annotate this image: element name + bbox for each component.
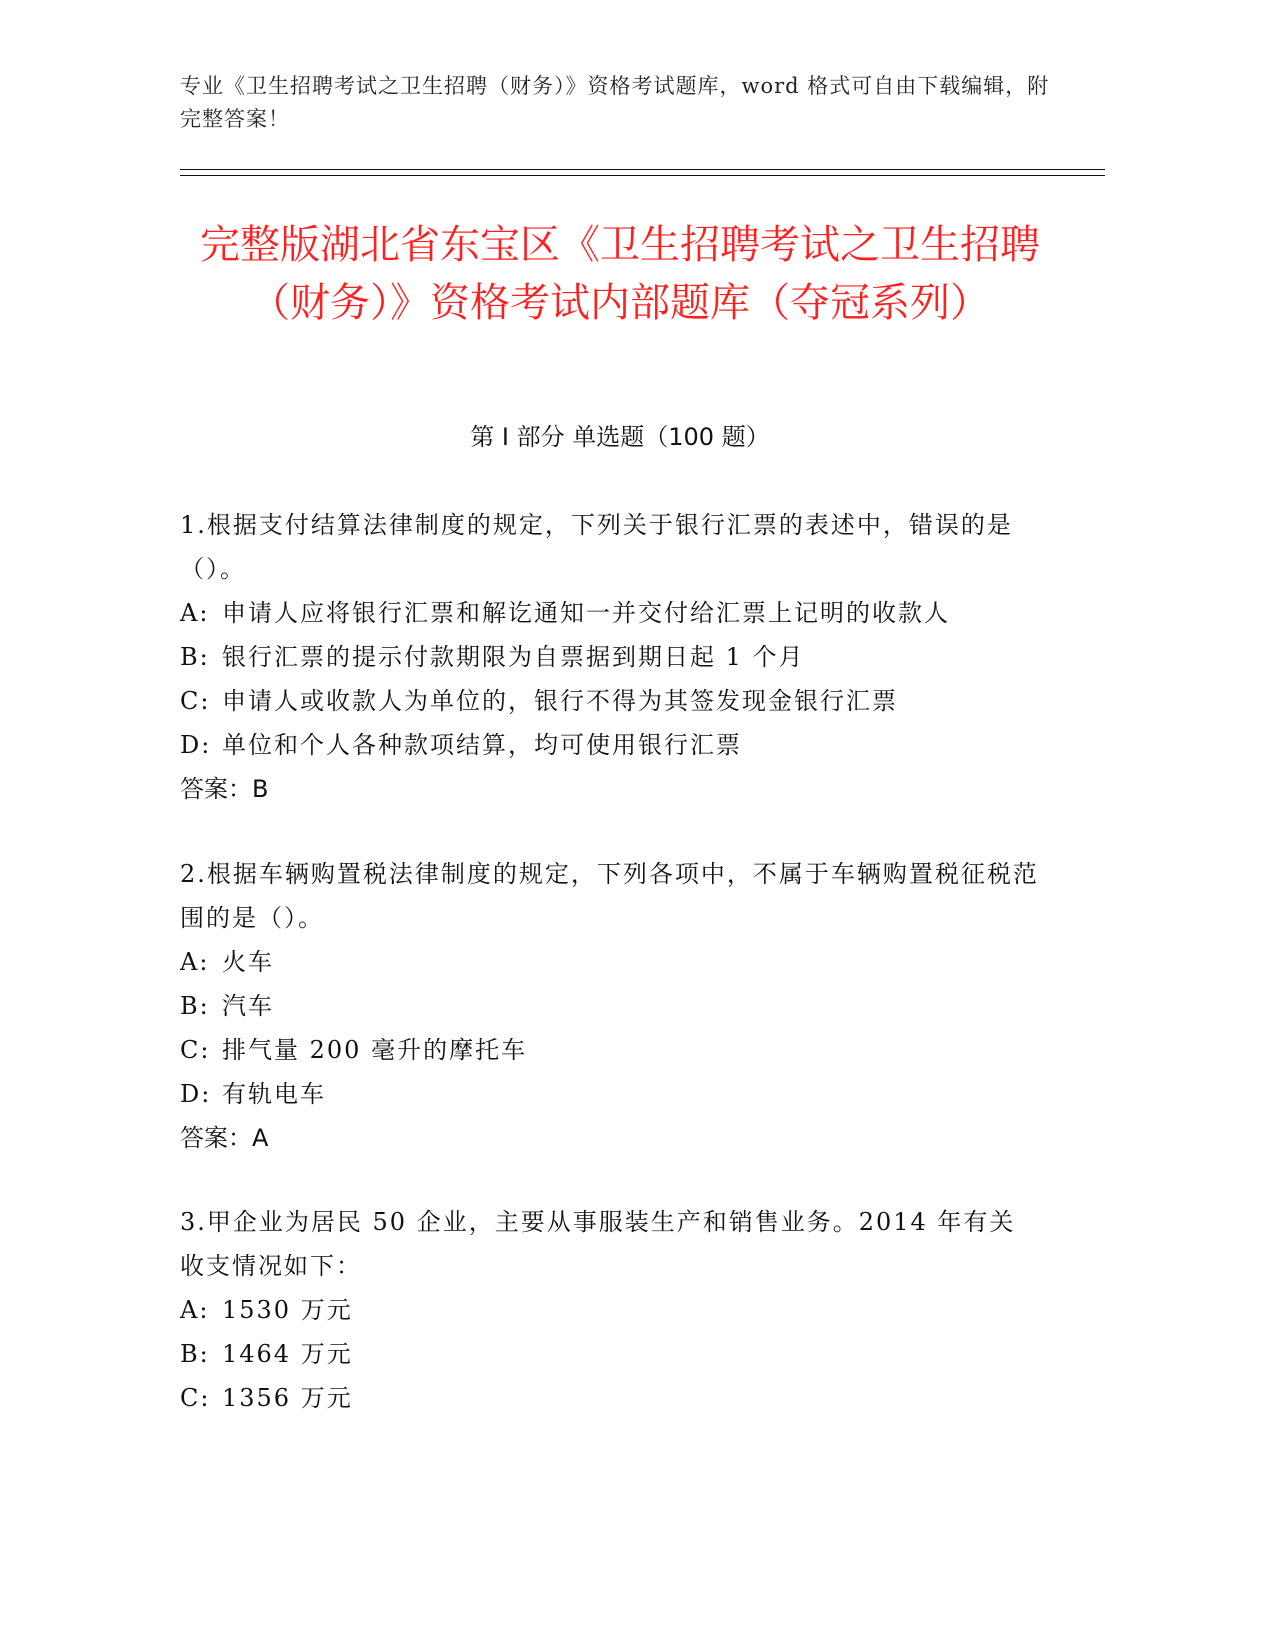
option-key: A: <box>180 599 210 627</box>
header-note: 专业《卫生招聘考试之卫生招聘（财务）》资格考试题库，word 格式可自由下载编辑，附完整答案！ <box>180 74 1050 131</box>
option-key: A: <box>180 1296 210 1324</box>
option-key: C: <box>180 1036 211 1064</box>
option-c <box>180 1028 1040 1072</box>
question-1 <box>180 503 1040 811</box>
section-heading: 第 I 部分 单选题（100 题） <box>470 423 770 451</box>
option-d <box>180 723 1040 767</box>
option-a <box>180 1288 1040 1332</box>
option-a <box>180 940 1040 984</box>
option-key: B: <box>180 1340 210 1368</box>
answer-line: 答案：A <box>180 1124 269 1152</box>
option-b <box>180 1332 1040 1376</box>
option-d <box>180 1072 1040 1116</box>
option-text: 银行汇票的提示付款期限为自票据到期日起 1 个月 <box>222 643 805 671</box>
option-b <box>180 635 1040 679</box>
option-text: 有轨电车 <box>222 1080 326 1108</box>
option-c <box>180 679 1040 723</box>
question-stem: 1.根据支付结算法律制度的规定，下列关于银行汇票的表述中，错误的是（）。 <box>180 511 1013 583</box>
option-text: 申请人应将银行汇票和解讫通知一并交付给汇票上记明的收款人 <box>222 599 950 627</box>
question-stem: 3.甲企业为居民 50 企业，主要从事服装生产和销售业务。2014 年有关收支情况如下： <box>180 1208 1016 1280</box>
option-key: D: <box>180 1080 212 1108</box>
document-title: 完整版湖北省东宝区《卫生招聘考试之卫生招聘（财务）》资格考试内部题库（夺冠系列） <box>200 222 1040 326</box>
option-text: 汽车 <box>222 992 274 1020</box>
question-3 <box>180 1200 1040 1420</box>
option-key: D: <box>180 731 212 759</box>
option-text: 1356 万元 <box>222 1384 353 1412</box>
answer-line: 答案：B <box>180 775 269 803</box>
option-key: B: <box>180 643 210 671</box>
option-text: 申请人或收款人为单位的，银行不得为其签发现金银行汇票 <box>222 687 898 715</box>
option-b <box>180 984 1040 1028</box>
option-text: 单位和个人各种款项结算，均可使用银行汇票 <box>222 731 742 759</box>
option-text: 1464 万元 <box>222 1340 353 1368</box>
option-text: 火车 <box>222 948 274 976</box>
question-stem: 2.根据车辆购置税法律制度的规定，下列各项中，不属于车辆购置税征税范围的是（）。 <box>180 860 1039 932</box>
option-key: B: <box>180 992 210 1020</box>
header-divider-top <box>180 169 1105 170</box>
option-text: 排气量 200 毫升的摩托车 <box>222 1036 528 1064</box>
option-c <box>180 1376 1040 1420</box>
option-text: 1530 万元 <box>222 1296 353 1324</box>
header-divider-bottom <box>180 175 1105 176</box>
option-key: C: <box>180 1384 211 1412</box>
option-key: C: <box>180 687 211 715</box>
question-2 <box>180 852 1040 1160</box>
option-a <box>180 591 1040 635</box>
option-key: A: <box>180 948 210 976</box>
